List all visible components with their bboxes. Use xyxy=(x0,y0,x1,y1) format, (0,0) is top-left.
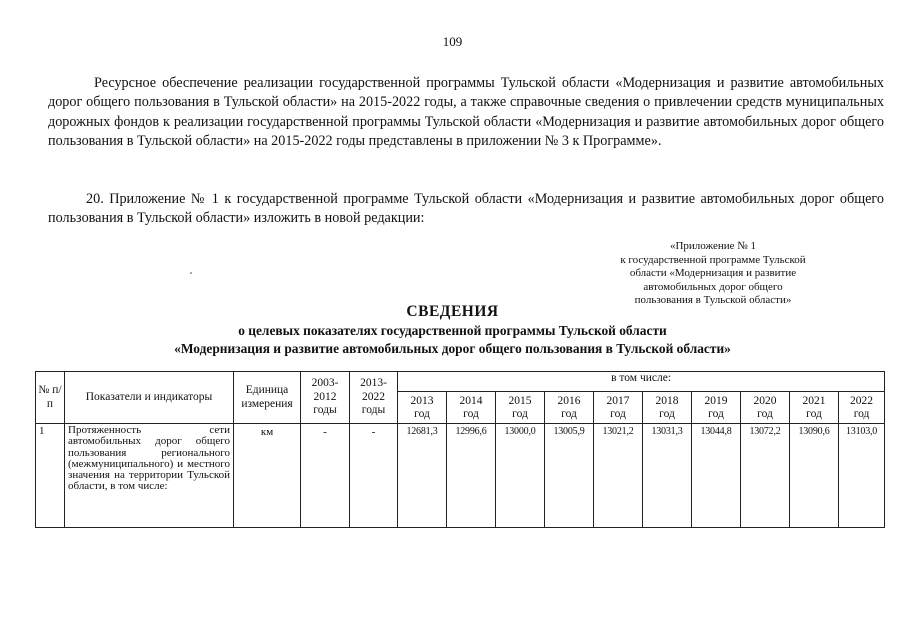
row-value-cell: 13005,9 xyxy=(545,424,594,528)
year-label: 2021 xyxy=(802,394,826,407)
appendix-note-line: автомобильных дорог общего xyxy=(643,280,783,293)
appendix-note-line: к государственной программе Тульской xyxy=(620,253,806,266)
year-unit-label: год xyxy=(414,407,430,420)
header-including: в том числе: xyxy=(398,372,885,392)
row-value-cell: 12996,6 xyxy=(447,424,496,528)
scan-speck xyxy=(190,272,192,274)
year-label: 2019 xyxy=(704,394,728,407)
year-unit-label: год xyxy=(610,407,626,420)
appendix-note-line: области «Модернизация и развитие xyxy=(629,267,797,280)
year-header xyxy=(545,392,594,424)
appendix-note xyxy=(598,240,828,308)
year-header xyxy=(790,392,839,424)
indicators-table xyxy=(35,371,885,528)
year-header xyxy=(398,392,447,424)
program-name: «Модернизация и развитие автомобильных дорог общего пользования в Тульской области» xyxy=(174,341,731,356)
year-unit-label: год xyxy=(561,407,577,420)
year-header xyxy=(496,392,545,424)
year-label: 2020 xyxy=(753,394,777,407)
row-indicator: Протяженность сети автомобильных дорог общего пользования регионального (межмуниципального) и местного значения на территории Тульской области, в том числе: xyxy=(65,424,234,528)
year-label: 2017 xyxy=(606,394,630,407)
year-unit-label: год xyxy=(512,407,528,420)
header-unit: Единица измерения xyxy=(234,372,301,424)
year-header xyxy=(741,392,790,424)
year-unit-label: год xyxy=(708,407,724,420)
section-subtitle: о целевых показателях государственной программы Тульской области xyxy=(238,323,667,338)
year-header xyxy=(839,392,885,424)
year-unit-label: год xyxy=(757,407,773,420)
year-label: 2018 xyxy=(655,394,679,407)
paragraph-resource-provision: Ресурсное обеспечение реализации государственной программы Тульской области «Модернизация и развитие автомобильных дорог общего пользования в Тульской области» на 2015-2022 годы, а также справочные сведения о привлечении средств муниципальных дорожных фондов к реализации государственной программы Тульской области «Модернизация и развитие автомобильных дорог общего пользования в Тульской области» на 2015-2022 годы представлены в приложении № 3 к Программе». xyxy=(48,75,884,149)
year-unit-label: год xyxy=(659,407,675,420)
year-label: 2014 xyxy=(459,394,483,407)
row-value-cell: 12681,3 xyxy=(398,424,447,528)
row-period-2013-2022: - xyxy=(350,424,398,528)
year-unit-label: год xyxy=(463,407,479,420)
header-num: № п/п xyxy=(36,372,65,424)
row-value-cell: 13031,3 xyxy=(643,424,692,528)
table-row xyxy=(36,424,885,528)
year-header xyxy=(594,392,643,424)
row-value-cell: 13090,6 xyxy=(790,424,839,528)
section-title: СВЕДЕНИЯ xyxy=(406,303,499,320)
table-body xyxy=(36,424,885,528)
row-value-cell: 13021,2 xyxy=(594,424,643,528)
year-unit-label: год xyxy=(806,407,822,420)
year-label: 2015 xyxy=(508,394,532,407)
row-value-cell: 13044,8 xyxy=(692,424,741,528)
header-period-2013-2022: 2013-2022 годы xyxy=(350,372,398,424)
header-indicators: Показатели и индикаторы xyxy=(65,372,234,424)
year-header xyxy=(447,392,496,424)
paragraph-item-20: 20. Приложение № 1 к государственной программе Тульской области «Модернизация и развитие автомобильных дорог общего пользования в Тульской области» изложить в новой редакции: xyxy=(48,191,884,227)
page-number: 109 xyxy=(442,34,463,49)
year-header xyxy=(643,392,692,424)
row-unit: км xyxy=(234,424,301,528)
row-value-cell: 13103,0 xyxy=(839,424,885,528)
row-value-cell: 13072,2 xyxy=(741,424,790,528)
year-label: 2016 xyxy=(557,394,581,407)
year-unit-label: год xyxy=(853,407,870,420)
row-value-cell: 13000,0 xyxy=(496,424,545,528)
row-number: 1 xyxy=(36,424,65,528)
row-period-2003-2012: - xyxy=(301,424,350,528)
year-header xyxy=(692,392,741,424)
appendix-note-line: «Приложение № 1 xyxy=(669,240,757,252)
year-label: 2022 xyxy=(850,394,874,407)
appendix-note-line: пользования в Тульской области» xyxy=(634,294,792,307)
header-period-2003-2012: 2003-2012 годы xyxy=(301,372,350,424)
year-label: 2013 xyxy=(410,394,434,407)
